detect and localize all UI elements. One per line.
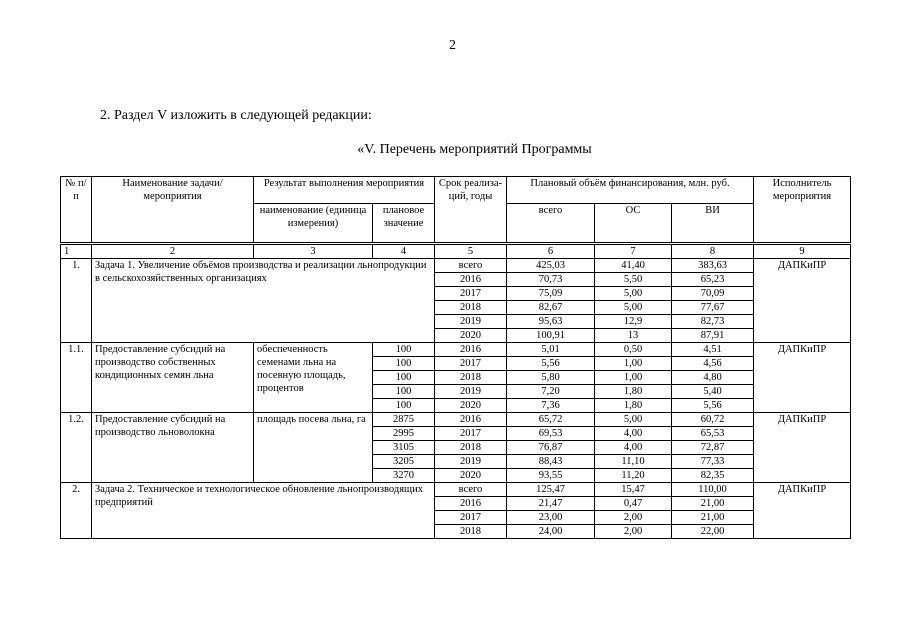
column-number: 1 (61, 244, 92, 259)
finance-total: 5,56 (507, 357, 595, 371)
header-os: ОС (595, 204, 672, 244)
row-number: 1. (61, 259, 92, 343)
year-cell: 2019 (435, 455, 507, 469)
finance-os: 1,00 (595, 371, 672, 385)
finance-vi: 87,91 (672, 329, 754, 343)
finance-total: 95,63 (507, 315, 595, 329)
table-row (61, 483, 851, 497)
executor: ДАПКиПР (754, 483, 851, 539)
finance-os: 5,00 (595, 413, 672, 427)
year-cell: всего (435, 259, 507, 273)
result-name: обеспеченность семенами льна на посевную площадь, процентов (254, 343, 373, 413)
row-number: 2. (61, 483, 92, 539)
finance-vi: 21,00 (672, 497, 754, 511)
plan-value: 2995 (373, 427, 435, 441)
finance-os: 0,47 (595, 497, 672, 511)
finance-os: 13 (595, 329, 672, 343)
plan-value: 100 (373, 343, 435, 357)
year-cell: 2017 (435, 427, 507, 441)
header-result-value: плановое значение (373, 204, 435, 244)
row-number: 1.2. (61, 413, 92, 483)
executor: ДАПКиПР (754, 259, 851, 343)
year-cell: 2018 (435, 371, 507, 385)
finance-vi: 21,00 (672, 511, 754, 525)
header-term: Срок реализа-ций, годы (435, 177, 507, 244)
finance-total: 100,91 (507, 329, 595, 343)
year-cell: 2016 (435, 497, 507, 511)
column-number: 2 (92, 244, 254, 259)
table-row (61, 413, 851, 427)
finance-os: 4,00 (595, 441, 672, 455)
year-cell: 2019 (435, 385, 507, 399)
finance-os: 2,00 (595, 525, 672, 539)
finance-os: 2,00 (595, 511, 672, 525)
finance-vi: 77,33 (672, 455, 754, 469)
column-number: 7 (595, 244, 672, 259)
year-cell: 2017 (435, 287, 507, 301)
finance-vi: 5,56 (672, 399, 754, 413)
finance-total: 7,36 (507, 399, 595, 413)
finance-os: 1,80 (595, 399, 672, 413)
finance-total: 70,73 (507, 273, 595, 287)
finance-vi: 383,63 (672, 259, 754, 273)
finance-vi: 82,73 (672, 315, 754, 329)
header-vi: ВИ (672, 204, 754, 244)
year-cell: 2019 (435, 315, 507, 329)
measure-name: Предоставление субсидий на производство льноволокна (92, 413, 254, 483)
year-cell: 2018 (435, 525, 507, 539)
finance-total: 5,01 (507, 343, 595, 357)
task-name: Задача 2. Техническое и технологическое обновление льнопроизводящих предприятий (92, 483, 435, 539)
column-number: 4 (373, 244, 435, 259)
finance-os: 4,00 (595, 427, 672, 441)
executor: ДАПКиПР (754, 413, 851, 483)
finance-total: 69,53 (507, 427, 595, 441)
finance-os: 11,20 (595, 469, 672, 483)
section-title: «V. Перечень мероприятий Программы (357, 142, 592, 157)
executor: ДАПКиПР (754, 343, 851, 413)
year-cell: 2018 (435, 301, 507, 315)
page-number: 2 (449, 38, 456, 53)
finance-vi: 77,67 (672, 301, 754, 315)
header-num: № п/п (61, 177, 92, 244)
finance-os: 1,00 (595, 357, 672, 371)
header-total: всего (507, 204, 595, 244)
year-cell: 2016 (435, 343, 507, 357)
year-cell: 2020 (435, 399, 507, 413)
finance-total: 23,00 (507, 511, 595, 525)
header-executor: Исполнитель мероприятия (754, 177, 851, 244)
finance-total: 7,20 (507, 385, 595, 399)
plan-value: 100 (373, 357, 435, 371)
year-cell: 2020 (435, 329, 507, 343)
finance-os: 11,10 (595, 455, 672, 469)
plan-value: 3270 (373, 469, 435, 483)
finance-vi: 60,72 (672, 413, 754, 427)
finance-vi: 82,35 (672, 469, 754, 483)
finance-os: 5,50 (595, 273, 672, 287)
finance-vi: 70,09 (672, 287, 754, 301)
table-row (61, 343, 851, 357)
finance-os: 15,47 (595, 483, 672, 497)
table-row (61, 259, 851, 273)
header-result: Результат выполнения мероприятия (254, 177, 435, 204)
column-number: 9 (754, 244, 851, 259)
result-name: площадь посева льна, га (254, 413, 373, 483)
plan-value: 3205 (373, 455, 435, 469)
finance-vi: 65,23 (672, 273, 754, 287)
finance-total: 24,00 (507, 525, 595, 539)
finance-os: 5,00 (595, 301, 672, 315)
finance-total: 82,67 (507, 301, 595, 315)
year-cell: 2016 (435, 413, 507, 427)
column-number-row (61, 244, 851, 259)
finance-total: 5,80 (507, 371, 595, 385)
finance-total: 88,43 (507, 455, 595, 469)
header-finance: Плановый объём финансирования, млн. руб. (507, 177, 754, 204)
finance-total: 425,03 (507, 259, 595, 273)
finance-os: 0,50 (595, 343, 672, 357)
finance-total: 21,47 (507, 497, 595, 511)
column-number: 3 (254, 244, 373, 259)
year-cell: 2020 (435, 469, 507, 483)
row-number: 1.1. (61, 343, 92, 413)
finance-vi: 4,51 (672, 343, 754, 357)
plan-value: 100 (373, 399, 435, 413)
column-number: 8 (672, 244, 754, 259)
column-number: 6 (507, 244, 595, 259)
finance-total: 75,09 (507, 287, 595, 301)
year-cell: 2016 (435, 273, 507, 287)
year-cell: 2017 (435, 511, 507, 525)
header-name: Наименование задачи/ мероприятия (92, 177, 254, 244)
finance-vi: 4,80 (672, 371, 754, 385)
finance-total: 125,47 (507, 483, 595, 497)
finance-vi: 5,40 (672, 385, 754, 399)
intro-paragraph: 2. Раздел V изложить в следующей редакции: (100, 108, 372, 123)
finance-vi: 65,53 (672, 427, 754, 441)
year-cell: всего (435, 483, 507, 497)
plan-value: 2875 (373, 413, 435, 427)
year-cell: 2017 (435, 357, 507, 371)
finance-vi: 22,00 (672, 525, 754, 539)
finance-total: 76,87 (507, 441, 595, 455)
plan-value: 3105 (373, 441, 435, 455)
finance-os: 12,9 (595, 315, 672, 329)
plan-value: 100 (373, 371, 435, 385)
finance-os: 5,00 (595, 287, 672, 301)
plan-value: 100 (373, 385, 435, 399)
finance-os: 1,80 (595, 385, 672, 399)
finance-os: 41,40 (595, 259, 672, 273)
finance-total: 65,72 (507, 413, 595, 427)
measures-table (60, 176, 851, 539)
finance-vi: 110,00 (672, 483, 754, 497)
finance-vi: 72,87 (672, 441, 754, 455)
column-number: 5 (435, 244, 507, 259)
task-name: Задача 1. Увеличение объёмов производства и реализации льнопродукции в сельскохозяйственных организациях (92, 259, 435, 343)
measure-name: Предоставление субсидий на производство собственных кондиционных семян льна (92, 343, 254, 413)
finance-vi: 4,56 (672, 357, 754, 371)
year-cell: 2018 (435, 441, 507, 455)
finance-total: 93,55 (507, 469, 595, 483)
header-result-name: наименование (единица измерения) (254, 204, 373, 244)
